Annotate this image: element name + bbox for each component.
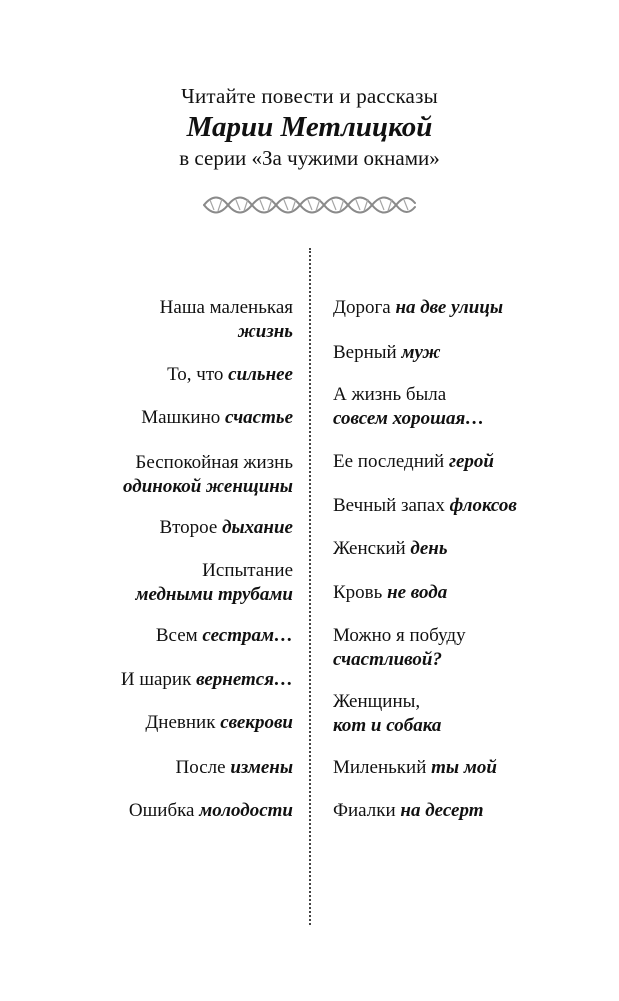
book-title: Наша маленькая жизнь <box>159 297 293 342</box>
book-title: После измены <box>175 757 293 778</box>
series-line: в серии «За чужими окнами» <box>179 146 440 170</box>
book-title: Ее последний герой <box>333 451 494 472</box>
book-title: Второе дыхание <box>159 517 293 538</box>
book-title: Можно я побуду счастливой? <box>333 625 466 670</box>
book-title: Кровь не вода <box>333 582 448 603</box>
book-title: Ошибка молодости <box>128 800 293 821</box>
book-title: Всем сестрам… <box>155 625 293 646</box>
series-header <box>0 84 619 170</box>
book-title: Фиалки на десерт <box>333 800 484 821</box>
book-title: Верный муж <box>333 342 441 363</box>
book-title: Женский день <box>333 538 448 559</box>
book-title: Машкино счастье <box>141 407 293 428</box>
author-name: Марии Метлицкой <box>186 111 433 143</box>
book-title: А жизнь была совсем хорошая… <box>333 384 485 429</box>
intro-line: Читайте повести и рассказы <box>181 84 438 108</box>
book-title: Вечный запах флоксов <box>333 495 517 516</box>
book-title: Дневник свекрови <box>145 712 293 733</box>
book-title: Миленький ты мой <box>333 757 497 778</box>
book-title: И шарик вернется… <box>120 669 293 690</box>
book-title: Дорога на две улицы <box>333 297 504 318</box>
braid-ornament-icon <box>200 191 419 219</box>
book-title: То, что сильнее <box>167 364 293 385</box>
book-title: Беспокойная жизнь одинокой женщины <box>123 452 293 497</box>
book-title: Испытание медными трубами <box>135 560 293 605</box>
book-title: Женщины, кот и собака <box>333 691 442 736</box>
dotted-column-divider <box>309 248 311 925</box>
